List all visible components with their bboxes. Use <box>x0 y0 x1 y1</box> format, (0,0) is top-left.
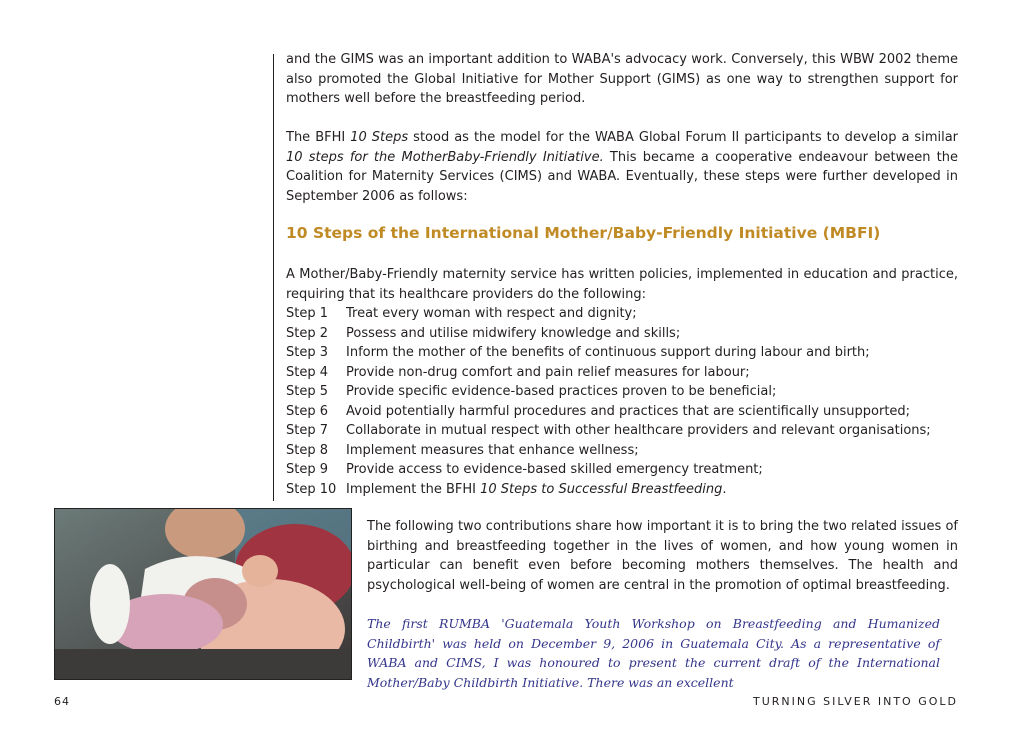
step-text-italic: 10 Steps to Successful Breastfeeding <box>480 481 723 497</box>
step-text: Provide access to evidence-based skilled emergency treatment; <box>346 462 763 477</box>
step-text: Provide specific evidence-based practices proven to be beneficial; <box>346 384 777 399</box>
step-item <box>286 402 931 422</box>
childbirth-photo <box>54 508 352 680</box>
step-number: Step 10 <box>286 481 337 497</box>
step-item <box>286 421 931 441</box>
step-number: Step 7 <box>286 423 329 438</box>
running-footer-title: TURNING SILVER INTO GOLD <box>752 695 958 708</box>
p2-d: 10 steps for the MotherBaby-Friendly Initiative. <box>286 149 604 165</box>
p2-b: 10 Steps <box>350 130 409 145</box>
step-text-end: . <box>722 481 727 497</box>
section-heading: 10 Steps of the International Mother/Baby-Friendly Initiative (MBFI) <box>286 224 881 242</box>
childbirth-photo-illustration <box>55 509 351 679</box>
step-item <box>286 363 931 383</box>
p2-e: This became a cooperative endeavour between the Coalition for Maternity Services (CIMS) and WABA. Eventually, these steps were further developed in September 2006 as follows: <box>286 149 958 204</box>
step-number: Step 8 <box>286 442 329 458</box>
p2-c: stood as the model for the WABA Global Forum II participants to develop a similar <box>408 130 959 145</box>
step-text: Implement the BFHI <box>346 481 481 497</box>
step-text: Inform the mother of the benefits of continuous support during labour and birth; <box>346 345 870 360</box>
step-item <box>286 343 931 363</box>
step-number: Step 2 <box>286 325 329 341</box>
step-number: Step 3 <box>286 345 329 360</box>
step-text: Avoid potentially harmful procedures and practices that are scientifically unsupported; <box>346 403 911 419</box>
step-text: Treat every woman with respect and dignity; <box>346 306 637 321</box>
page-number: 64 <box>54 695 70 708</box>
steps-intro: A Mother/Baby-Friendly maternity service has written policies, implemented in education and practice, requiring that its healthcare providers do the following: <box>286 267 958 302</box>
step-text: Provide non-drug comfort and pain relief measures for labour; <box>346 364 750 380</box>
step-number: Step 1 <box>286 306 329 321</box>
margin-rule <box>273 54 274 501</box>
step-number: Step 9 <box>286 462 329 477</box>
step-item <box>286 304 931 324</box>
p2-a: The BFHI <box>286 130 351 145</box>
paragraph-bfhi <box>286 128 958 206</box>
step-item <box>286 480 931 500</box>
step-item <box>286 382 931 402</box>
step-item <box>286 460 931 480</box>
step-number: Step 4 <box>286 364 329 380</box>
step-text: Collaborate in mutual respect with other healthcare providers and relevant organisations; <box>346 423 931 438</box>
step-item <box>286 441 931 461</box>
step-text: Possess and utilise midwifery knowledge and skills; <box>346 325 681 341</box>
step-item <box>286 324 931 344</box>
rumba-quote: The first RUMBA 'Guatemala Youth Workshop on Breastfeeding and Humanized Childbirth' was held on December 9, 2006 in Guatemala City. As a representative of WABA and CIMS, I was honoured to present the current draft of the International Mother/Baby Childbirth Initiative. There was an excellent <box>367 616 940 690</box>
step-text: Implement measures that enhance wellness; <box>346 442 639 458</box>
step-number: Step 6 <box>286 403 329 419</box>
paragraph-contributions: The following two contributions share how important it is to bring the two related issues of birthing and breastfeeding together in the lives of women, and how young women in particular can benefit even before becoming mothers themselves. The health and psychological well-being of women are central in the promotion of optimal breastfeeding. <box>367 519 958 593</box>
step-number: Step 5 <box>286 384 329 399</box>
paragraph-gims: and the GIMS was an important addition to WABA's advocacy work. Conversely, this WBW 2002 theme also promoted the Global Initiative for Mother Support (GIMS) as one way to strengthen support for mothers well before the breastfeeding period. <box>286 52 958 106</box>
steps-list <box>286 304 931 499</box>
